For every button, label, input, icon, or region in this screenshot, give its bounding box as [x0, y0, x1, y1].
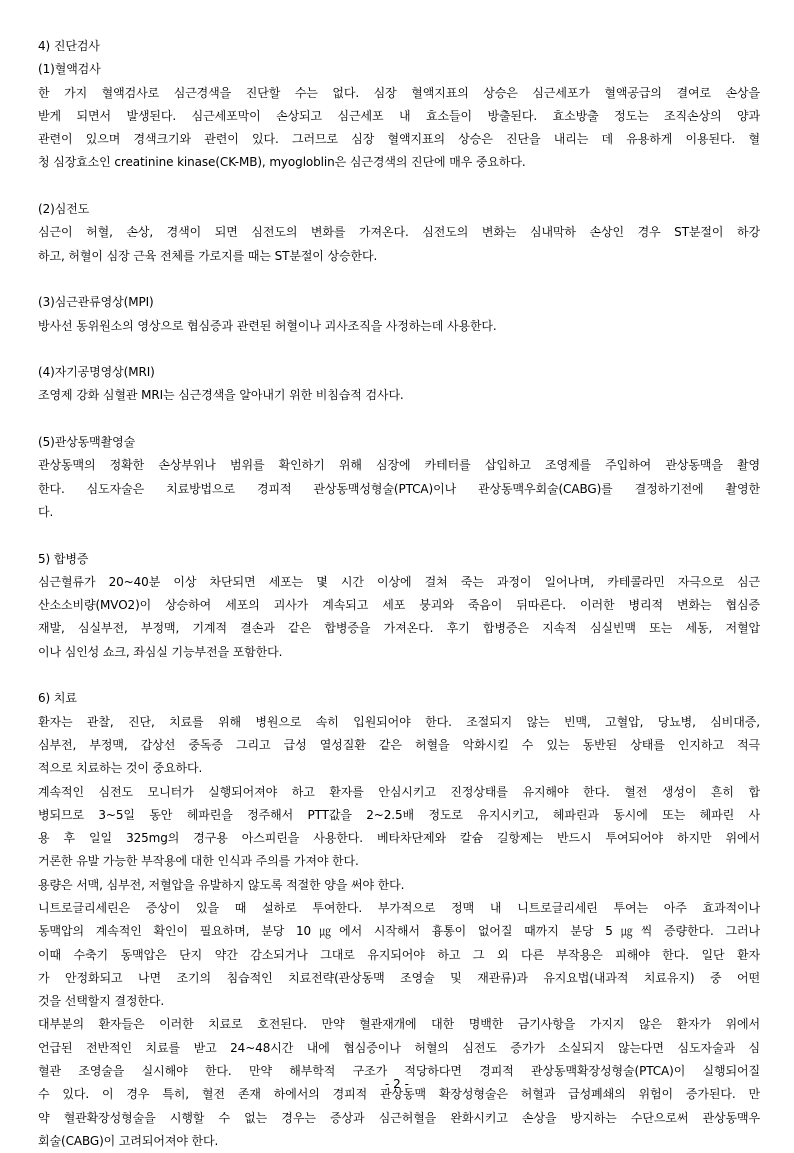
text-line: 거론한 유발 가능한 부작용에 대한 인식과 주의를 가져야 한다. — [38, 854, 359, 869]
section-heading: (2)심전도 — [38, 202, 90, 217]
text-line: 니트로글리세린은 증상이 있을 때 설하로 투여한다. 부가적으로 정맥 내 니트로글리세린 투여는 아주 효과적이나 — [38, 900, 760, 915]
section-heading: (5)관상동맥촬영술 — [38, 435, 136, 450]
document-body — [38, 35, 760, 1153]
text-line: 회술(CABG)이 고려되어져야 한다. — [38, 1133, 219, 1148]
text-line: 관상동맥의 정확한 손상부위나 범위를 확인하기 위해 심장에 카테터를 삽입하고 조영제를 주입하여 관상동맥을 촬영 — [38, 458, 760, 473]
text-line: 산소소비량(MVO2)이 상승하여 세포의 괴사가 계속되고 세포 붕괴와 죽음이 뒤따른다. 이러한 병리적 변화는 협심증 — [38, 598, 760, 613]
text-line: 심부전, 부정맥, 갑상선 중독증 그리고 급성 열성질환 같은 허혈을 악화시킬 수 있는 동반된 상태를 인지하고 적극 — [38, 737, 760, 752]
section-2 — [38, 198, 760, 268]
paragraph-gap — [38, 338, 760, 361]
text-line: 이때 수축기 동맥압은 단지 약간 감소되거나 그대로 유지되어야 하고 그 외 다른 부작용은 피해야 한다. 일단 환자 — [38, 947, 760, 962]
text-line: 한 가지 혈액검사로 심근경색을 진단할 수는 없다. 심장 혈액지표의 상승은 심근세포가 혈액공급의 결여로 손상을 — [38, 85, 760, 100]
text-line: 용 후 일일 325mg의 경구용 아스피린을 사용한다. 베타차단제와 칼슘 길항제는 반드시 투여되어야 하지만 위에서 — [38, 831, 760, 846]
text-line: 재발, 심실부전, 부정맥, 기계적 결손과 같은 합병증을 가져온다. 후기 합병증은 지속적 심실빈맥 또는 세동, 저혈압 — [38, 621, 760, 636]
paragraph-gap — [38, 268, 760, 291]
section-6 — [38, 548, 760, 664]
paragraph-gap — [38, 664, 760, 687]
text-line: 한다. 심도자술은 치료방법으로 경피적 관상동맥성형술(PTCA)이나 관상동맥우회술(CABG)를 결정하기전에 촬영한 — [38, 481, 760, 496]
text-line: 방사선 동위원소의 영상으로 협심증과 관련된 허혈이나 괴사조직을 사정하는데 사용한다. — [38, 318, 497, 333]
section-heading: 6) 치료 — [38, 691, 77, 706]
text-line: 이나 심인성 쇼크, 좌심실 기능부전을 포함한다. — [38, 644, 283, 659]
section-heading: (4)자기공명영상(MRI) — [38, 365, 155, 380]
text-line: 용량은 서맥, 심부전, 저혈압을 유발하지 않도록 적절한 양을 써야 한다. — [38, 877, 405, 892]
section-3 — [38, 291, 760, 338]
text-line: 계속적인 심전도 모니터가 실행되어져야 하고 환자를 안심시키고 진정상태를 유지해야 한다. 혈전 생성이 흔히 합 — [38, 784, 760, 799]
section-4 — [38, 361, 760, 408]
text-line: 조영제 강화 심혈관 MRI는 심근경색을 알아내기 위한 비침습적 검사다. — [38, 388, 404, 403]
text-line: (1)혈액검사 — [38, 62, 101, 77]
paragraph-gap — [38, 408, 760, 431]
text-line: 것을 선택할지 결정한다. — [38, 994, 165, 1009]
text-line: 대부분의 환자들은 이러한 치료로 호전된다. 만약 혈관재개에 대한 명백한 금기사항을 가지지 않은 환자가 위에서 — [38, 1017, 760, 1032]
section-heading: 4) 진단검사 — [38, 39, 100, 53]
text-line: 동맥압의 계속적인 확인이 필요하며, 분당 10㎍에서 시작해서 흉통이 없어질 때까지 분당 5㎍씩 증량한다. 그러나 — [38, 924, 760, 939]
paragraph-gap — [38, 175, 760, 198]
paragraph-gap — [38, 524, 760, 547]
section-heading: 5) 합병증 — [38, 551, 89, 566]
text-line: 받게 되면서 발생된다. 심근세포막이 손상되고 심근세포 내 효소들이 방출된다. 효소방출 정도는 조직손상의 양과 — [38, 108, 760, 123]
text-line: 병되므로 3~5일 동안 헤파린을 정주해서 PTT값을 2~2.5배 정도로 유지시키고, 헤파린과 동시에 또는 헤파린 사 — [38, 807, 760, 822]
section-heading: (3)심근관류영상(MPI) — [38, 295, 154, 310]
text-line: 청 심장효소인 creatinine kinase(CK-MB), myogloblin은 심근경색의 진단에 매우 중요하다. — [38, 155, 526, 170]
text-line: 다. — [38, 504, 54, 519]
section-1 — [38, 35, 760, 175]
text-line: 적으로 치료하는 것이 중요하다. — [38, 761, 203, 776]
text-line: 관련이 있으며 경색크기와 관련이 있다. 그러므로 심장 혈액지표의 상승은 진단을 내리는 데 유용하게 이용된다. 혈 — [38, 132, 760, 147]
text-line: 혈관 조영술을 실시해야 한다. 만약 해부학적 구조가 적당하다면 경피적 관상동맥확장성형술(PTCA)이 실행되어질 — [38, 1064, 760, 1079]
text-line: 언급된 전반적인 치료를 받고 24~48시간 내에 협심증이나 허혈의 심전도 증가가 소실되지 않는다면 심도자술과 심 — [38, 1040, 760, 1055]
text-line: 수 있다. 이 경우 특히, 혈전 존재 하에서의 경피적 관상동맥 확장성형술은 허혈과 급성폐쇄의 위험이 증가된다. 만 — [38, 1087, 760, 1102]
text-line: 약 혈관확장성형술을 시행할 수 없는 경우는 증상과 심근허혈을 완화시키고 손상을 방지하는 수단으로써 관상동맥우 — [38, 1110, 760, 1125]
text-line: 환자는 관찰, 진단, 치료를 위해 병원으로 속히 입원되어야 한다. 조절되지 않는 빈맥, 고혈압, 당뇨병, 심비대증, — [38, 714, 760, 729]
section-5 — [38, 431, 760, 524]
page-number: - 2 - — [385, 1077, 409, 1091]
text-line: 심근이 허혈, 손상, 경색이 되면 심전도의 변화를 가져온다. 심전도의 변화는 심내막하 손상인 경우 ST분절이 하강 — [38, 225, 760, 240]
text-line: 심근혈류가 20~40분 이상 차단되면 세포는 몇 시간 이상에 걸쳐 죽는 과정이 일어나며, 카테콜라민 자극으로 심근 — [38, 574, 760, 589]
text-line: 가 안정화되고 나면 조기의 침습적인 치료전략(관상동맥 조영술 및 재관류)과 유지요법(내과적 치료유지) 중 어떤 — [38, 970, 760, 985]
text-line: 하고, 허혈이 심장 근육 전체를 가로지를 때는 ST분절이 상승한다. — [38, 248, 378, 263]
